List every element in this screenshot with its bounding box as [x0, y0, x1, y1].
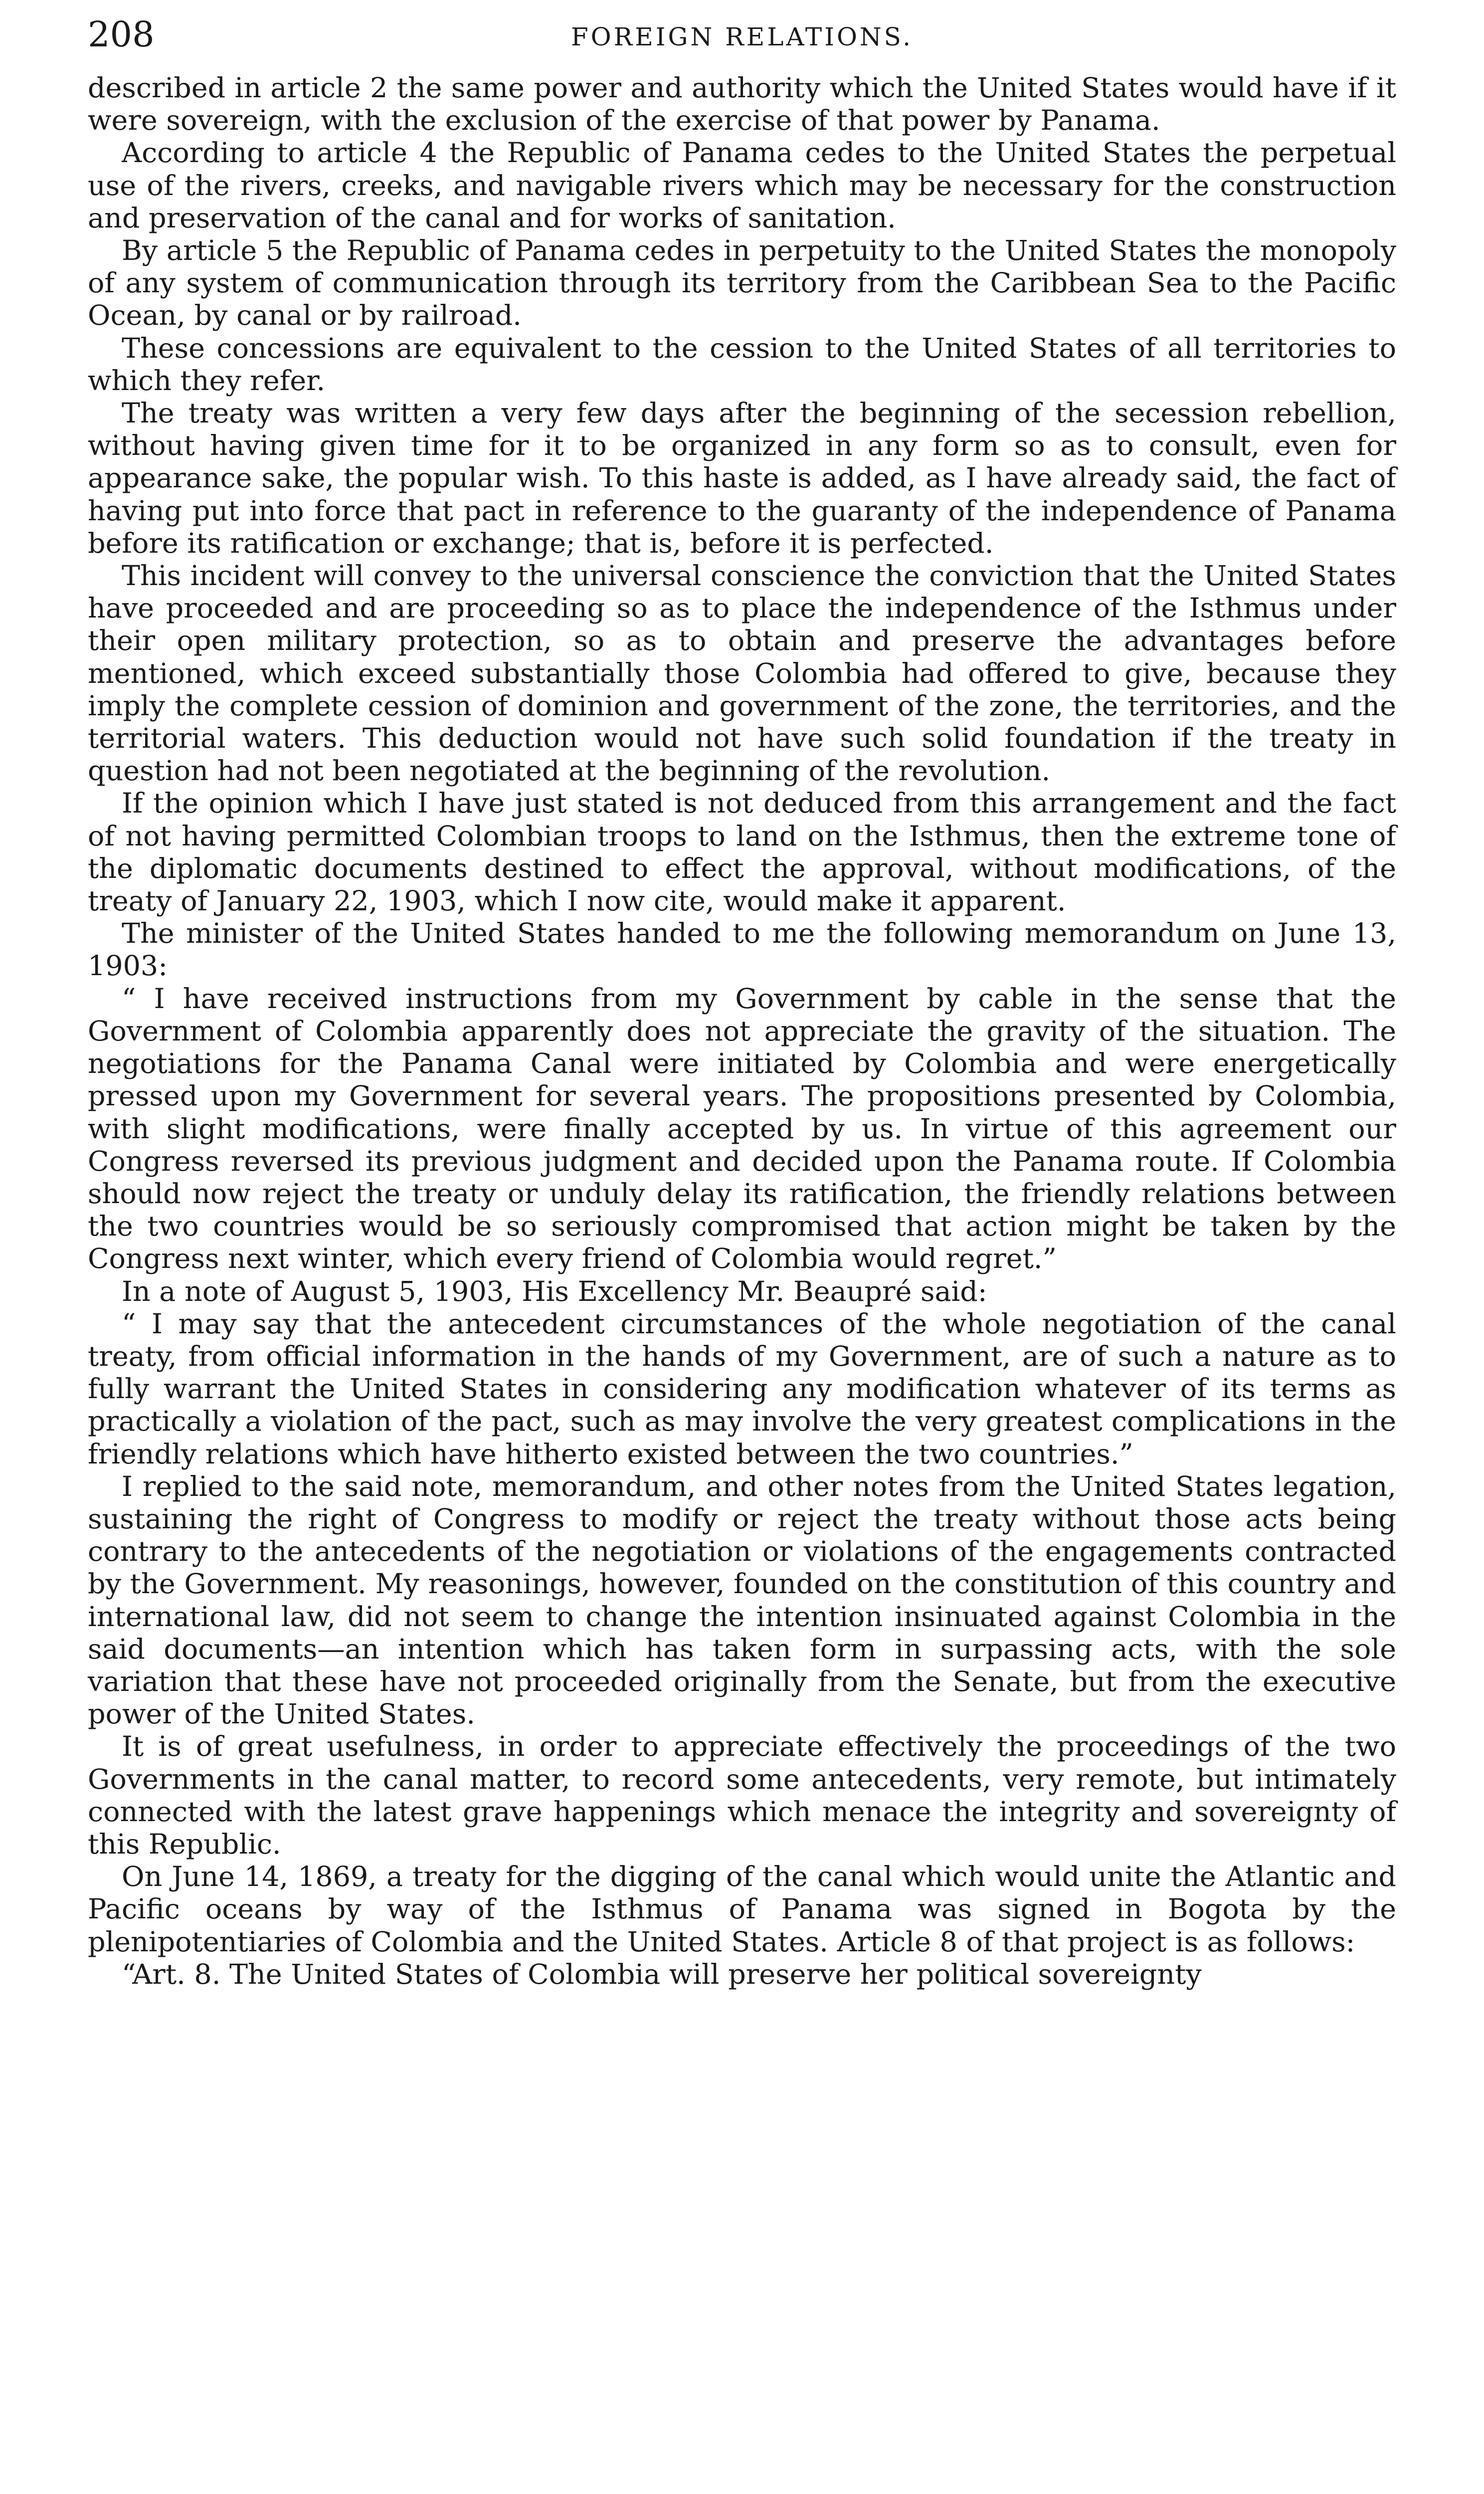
paragraph: It is of great usefulness, in order to appreciate effectively the proceedings of the two Governments in the canal matter, to record some antecedents, very remote, but intimately connected with the latest grave happenings which menace the integrity and sovereignty of this Republic.	[88, 1730, 1396, 1861]
block-quote: “ I have received instructions from my Government by cable in the sense that the Government of Colombia apparently does not appreciate the gravity of the situation. The negotiations for the Panama Canal were initiated by Colombia and were energetically pressed upon my Government for several years. The propositions presented by Colombia, with slight modifications, were finally accepted by us. In virtue of this agreement our Congress reversed its previous judgment and decided upon the Panama route. If Colombia should now reject the treaty or unduly delay its ratification, the friendly relations between the two countries would be so seriously compromised that action might be taken by the Congress next winter, which every friend of Colombia would regret.”	[88, 982, 1396, 1275]
page-number: 208	[88, 14, 155, 55]
block-quote: “ I may say that the antecedent circumstances of the whole negotiation of the canal treaty, from official information in the hands of my Government, are of such a nature as to fully warrant the United States in considering any modification whatever of its terms as practically a violation of the pact, such as may involve the very greatest complications in the friendly relations which have hitherto existed between the two countries.”	[88, 1307, 1396, 1470]
paragraph: In a note of August 5, 1903, His Excellency Mr. Beaupré said:	[122, 1275, 987, 1308]
paragraph: described in article 2 the same power and authority which the United States would have if it were sovereign, with the exclusion of the exercise of that power by Panama.	[88, 72, 1396, 137]
paragraph: I replied to the said note, memorandum, and other notes from the United States legation, sustaining the right of Congress to modify or reject the treaty without those acts being contrary to the antecedents of the negotiation or violations of the engagements contracted by the Government. My reasonings, however, founded on the constitution of this country and international law, did not seem to change the intention insinuated against Colombia in the said documents—an intention which has taken form in surpassing acts, with the sole variation that these have not proceeded originally from the Senate, but from the executive power of the United States.	[88, 1470, 1396, 1731]
paragraph: The treaty was written a very few days after the beginning of the secession rebellion, without having given time for it to be organized in any form so as to consult, even for appearance sake, the popular wish. To this haste is added, as I have already said, the fact of having put into force that pact in reference to the guaranty of the independence of Panama before its ratification or exchange; that is, before it is perfected.	[88, 397, 1396, 560]
body-text	[88, 72, 1396, 1991]
running-head: FOREIGN RELATIONS.	[570, 22, 914, 51]
paragraph: If the opinion which I have just stated is not deduced from this arrangement and the fact of not having permitted Colombian troops to land on the Isthmus, then the extreme tone of the diplomatic documents destined to effect the approval, without modifications, of the treaty of January 22, 1903, which I now cite, would make it apparent.	[88, 787, 1396, 918]
paragraph: These concessions are equivalent to the cession to the United States of all territories to which they refer.	[88, 332, 1396, 397]
paragraph: The minister of the United States handed to me the following memorandum on June 13, 1903:	[88, 917, 1396, 983]
paragraph: By article 5 the Republic of Panama cedes in perpetuity to the United States the monopoly of any system of communication through its territory from the Caribbean Sea to the Pacific Ocean, by canal or by railroad.	[88, 234, 1396, 332]
paragraph: According to article 4 the Republic of Panama cedes to the United States the perpetual use of the rivers, creeks, and navigable rivers which may be necessary for the construction and preservation of the canal and for works of sanitation.	[88, 137, 1396, 234]
document-page	[88, 12, 1396, 1991]
paragraph: On June 14, 1869, a treaty for the digging of the canal which would unite the Atlantic and Pacific oceans by way of the Isthmus of Panama was signed in Bogota by the plenipotentiaries of Colombia and the United States. Article 8 of that project is as follows:	[88, 1861, 1396, 1958]
treaty-quote: “Art. 8. The United States of Colombia will preserve her political sovereignty	[122, 1958, 1202, 1991]
paragraph: This incident will convey to the universal conscience the conviction that the United States have proceeded and are proceeding so as to place the independence of the Isthmus under their open military protection, so as to obtain and preserve the advantages before mentioned, which exceed substantially those Colombia had offered to give, because they imply the complete cession of dominion and government of the zone, the territories, and the territorial waters. This deduction would not have such solid foundation if the treaty in question had not been negotiated at the beginning of the revolution.	[88, 560, 1396, 788]
page-header	[88, 12, 1396, 72]
